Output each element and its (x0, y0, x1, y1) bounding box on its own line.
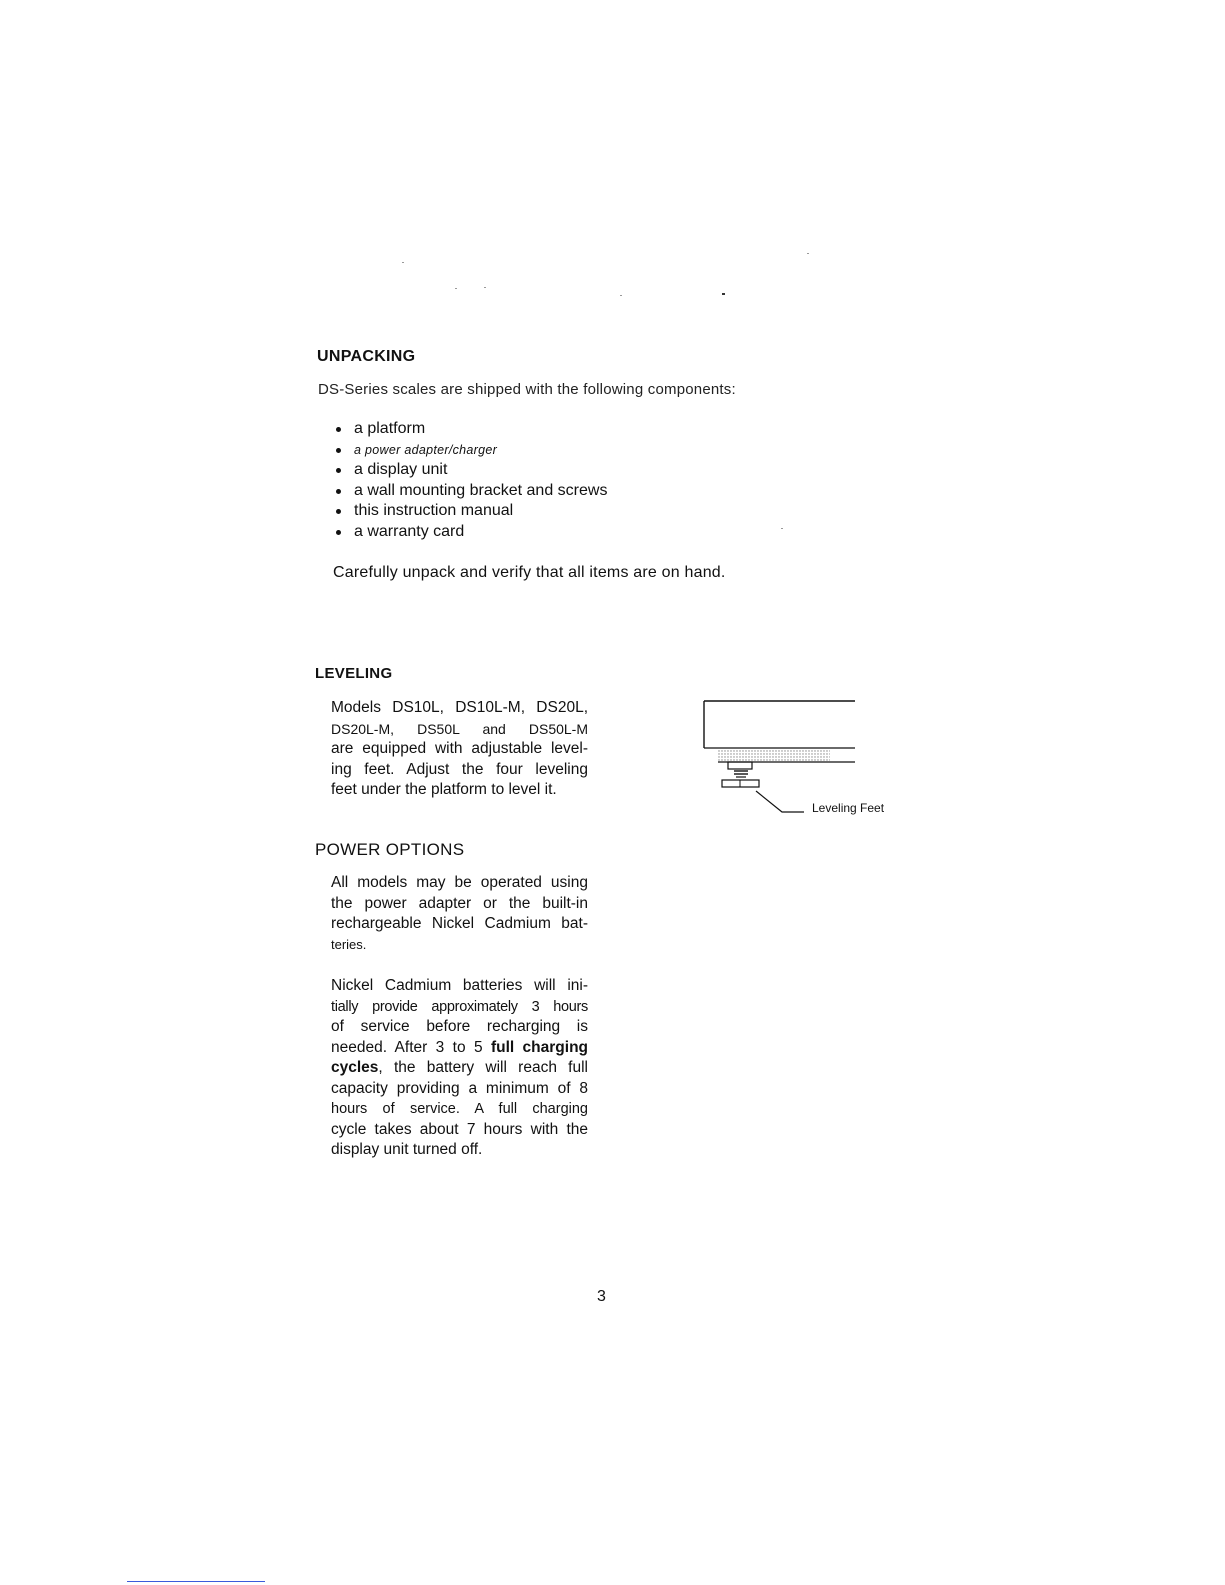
paragraph-line: display unit turned off. (331, 1141, 483, 1158)
bottom-rule (127, 1581, 265, 1582)
paragraph-line (331, 1058, 588, 1079)
leveling-feet-label: Leveling Feet (812, 801, 885, 815)
scan-speck (484, 287, 486, 288)
unpacking-closing: Carefully unpack and verify that all items are on hand. (333, 564, 726, 581)
paragraph-line: capacity providing a minimum of 8 (331, 1079, 588, 1097)
list-item: a wall mounting bracket and screws (333, 481, 607, 502)
unpacking-heading: UNPACKING (317, 348, 416, 365)
power-options-paragraph-2 (331, 976, 588, 1161)
text-segment: , the battery will reach full (378, 1059, 588, 1076)
unpacking-intro: DS-Series scales are shipped with the following components: (318, 381, 736, 398)
scan-speck (620, 295, 622, 296)
power-options-paragraph-1 (331, 873, 588, 955)
paragraph-line: tially provide approximately 3 hours (331, 998, 588, 1015)
paragraph-line: hours of service. A full charging (331, 1101, 588, 1117)
page-number: 3 (597, 1288, 606, 1305)
components-list (333, 419, 607, 543)
paragraph-line: Models DS10L, DS10L-M, DS20L, (331, 699, 588, 716)
power-options-heading: POWER OPTIONS (315, 840, 465, 859)
paragraph-line (331, 1038, 588, 1059)
paragraph-line: cycle takes about 7 hours with the (331, 1120, 588, 1138)
paragraph-line: All models may be operated using (331, 874, 588, 891)
leveling-paragraph (331, 698, 588, 801)
paragraph-line: DS20L-M, DS50L and DS50L-M (331, 720, 588, 737)
paragraph-line: Nickel Cadmium batteries will ini- (331, 977, 588, 994)
paragraph-line: rechargeable Nickel Cadmium bat- (331, 915, 588, 932)
paragraph-line: ing feet. Adjust the four leveling (331, 760, 588, 778)
scan-speck (781, 528, 783, 529)
paragraph-line: are equipped with adjustable level- (331, 740, 588, 757)
list-item: a warranty card (333, 522, 607, 543)
paragraph-line: of service before recharging is (331, 1018, 588, 1035)
list-item: a display unit (333, 460, 607, 481)
bold-term: cycles (331, 1059, 379, 1076)
scan-speck (455, 288, 457, 289)
bold-term: full charging (490, 1038, 589, 1056)
scan-speck (807, 253, 809, 254)
text-segment: needed. After 3 to 5 (331, 1038, 491, 1056)
list-item: a power adapter/charger (333, 440, 607, 461)
leveling-heading: LEVELING (315, 665, 393, 682)
paragraph-line: teries. (331, 936, 367, 952)
list-item: a platform (333, 419, 607, 440)
scan-speck (722, 293, 725, 295)
paragraph-line: the power adapter or the built-in (331, 894, 588, 912)
paragraph-line: feet under the platform to level it. (331, 781, 557, 798)
list-item: this instruction manual (333, 501, 607, 522)
scan-speck (402, 262, 404, 263)
